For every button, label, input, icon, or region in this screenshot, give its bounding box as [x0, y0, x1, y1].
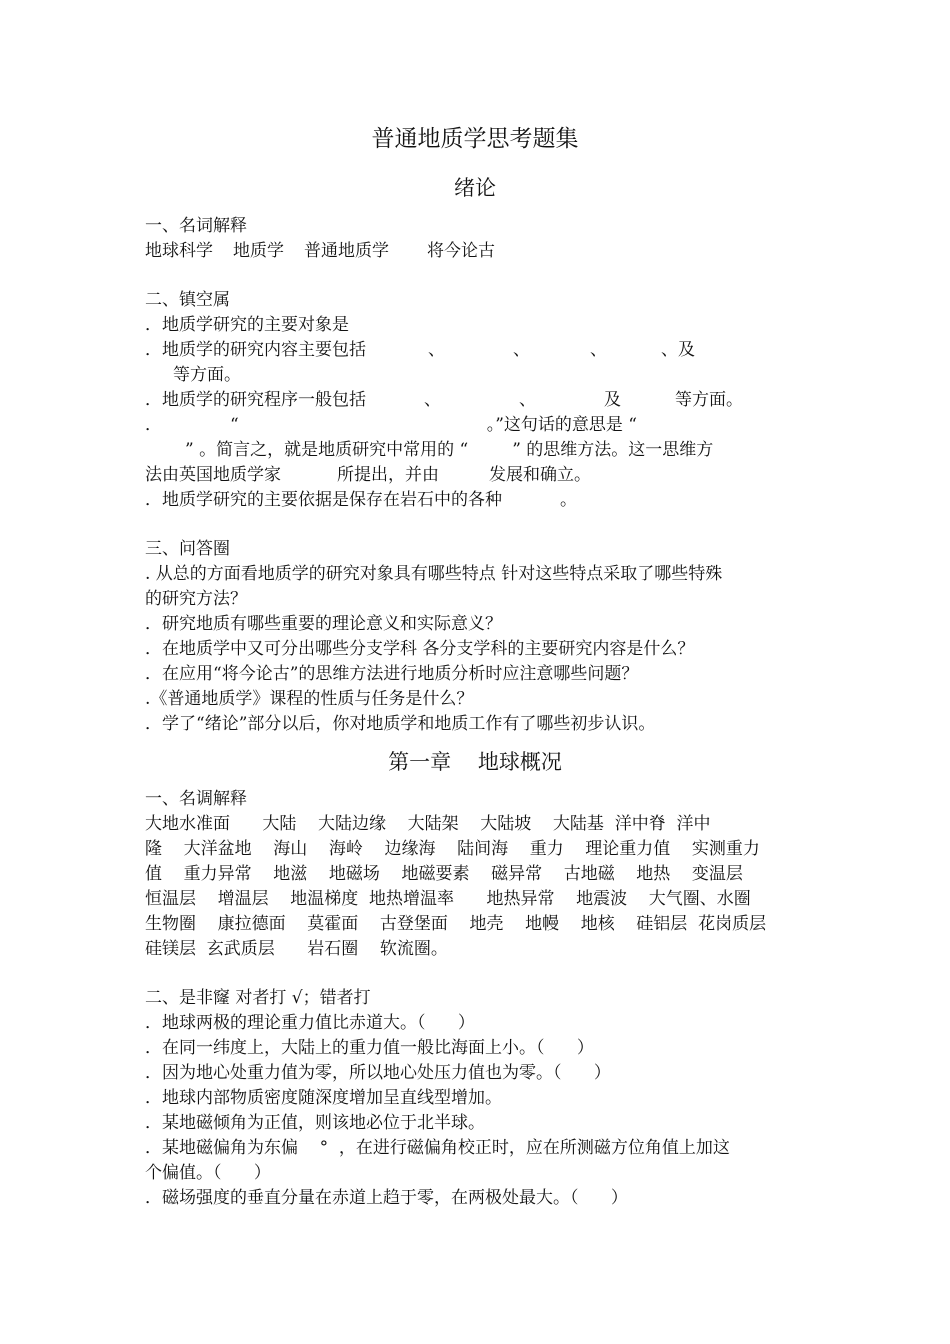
fill-question: ．地质学的研究内容主要包括 、 、 、 、及 — [145, 340, 695, 360]
true-false-question: ．某地磁倾角为正值，则该地必位于北半球。 — [145, 1113, 485, 1133]
essay-question: ．学了“绪论”部分以后，你对地质学和地质工作有了哪些初步认识。 — [145, 714, 656, 734]
fill-question-cont: 等方面。 — [173, 365, 241, 385]
true-false-question: ．地球两极的理论重力值比赤道大。（ ） — [145, 1013, 475, 1033]
term: 将今论古 — [427, 241, 495, 261]
fill-question: ．地质学研究的主要对象是 — [145, 315, 349, 335]
term-line: 生物圈 康拉德面 莫霍面 古登堡面 地壳 地幔 地核 硅铝层 花岗质层 — [145, 914, 767, 934]
true-false-question: ．某地磁偏角为东偏 ° ，在进行磁偏角校正时，应在所测磁方位角值上加这 — [145, 1138, 730, 1158]
ch1-sec1-heading: 一、名调解释 — [145, 789, 247, 809]
essay-question: ．在应用“将今论古”的思维方法进行地质分析时应注意哪些问题？ — [145, 664, 639, 684]
term-line: 硅镁层 玄武质层 岩石圈 软流圈。 — [145, 939, 448, 959]
term-line: 值 重力异常 地滋 地磁场 地磁要素 磁异常 古地磁 地热 变温层 — [145, 864, 743, 884]
true-false-question-cont: 个偏值。（ ） — [145, 1163, 271, 1183]
essay-question: .《普通地质学》课程的性质与任务是什么？ — [145, 689, 474, 709]
true-false-question: ．因为地心处重力值为零，所以地心处压力值也为零。（ ） — [145, 1063, 611, 1083]
intro-terms-line — [145, 239, 807, 263]
term-line: 隆 大洋盆地 海山 海岭 边缘海 陆间海 重力 理论重力值 实测重力 — [145, 839, 760, 859]
true-false-question: ．在同一纬度上，大陆上的重力值一般比海面上小。（ ） — [145, 1038, 594, 1058]
essay-question: ．在地质学中又可分出哪些分支学科 各分支学科的主要研究内容是什么？ — [145, 639, 695, 659]
essay-question-cont: 的研究方法？ — [145, 589, 247, 609]
true-false-question: ．磁场强度的垂直分量在赤道上趋于零，在两极处最大。（ ） — [145, 1188, 628, 1208]
chapter1-heading: 第一章 地球概况 — [388, 750, 562, 774]
term: 地质学 — [233, 241, 284, 261]
essay-question: ．研究地质有哪些重要的理论意义和实际意义？ — [145, 614, 502, 634]
term-line: 大地水准面 大陆 大陆边缘 大陆架 大陆坡 大陆基 洋中脊 洋中 — [145, 814, 711, 834]
fill-question: ．地质学的研究程序一般包括 、 、 及 等方面。 — [145, 390, 743, 410]
term-line: 恒温层 增温层 地温梯度 地热增温率 地热异常 地震波 大气圈、水圈 — [145, 889, 751, 909]
intro-heading: 绪论 — [454, 176, 496, 200]
fill-question: ． “ 。”这句话的意思是 “ — [145, 415, 637, 435]
term: 地球科学 — [145, 241, 213, 261]
intro-sec2-heading: 二、镇空属 — [145, 290, 230, 310]
true-false-question: ．地球内部物质密度随深度增加呈直线型增加。 — [145, 1088, 502, 1108]
essay-question: . 从总的方面看地质学的研究对象具有哪些特点 针对这些特点采取了哪些特殊 — [145, 564, 723, 584]
document-title: 普通地质学思考题集 — [371, 126, 579, 152]
ch1-sec2-heading: 二、是非窿 对者打 √；错者打 — [145, 988, 371, 1008]
fill-question-cont: ” 。简言之，就是地质研究中常用的 “ ” 的思维方法。这一思维方 — [185, 440, 714, 460]
term: 普通地质学 — [304, 241, 389, 261]
fill-question-cont: 法由英国地质学家 所提出，并由 发展和确立。 — [145, 465, 591, 485]
intro-sec3-heading: 三、问答圈 — [145, 539, 230, 559]
fill-question: ．地质学研究的主要依据是保存在岩石中的各种 。 — [145, 490, 577, 510]
intro-sec1-heading: 一、名词解释 — [145, 216, 247, 236]
